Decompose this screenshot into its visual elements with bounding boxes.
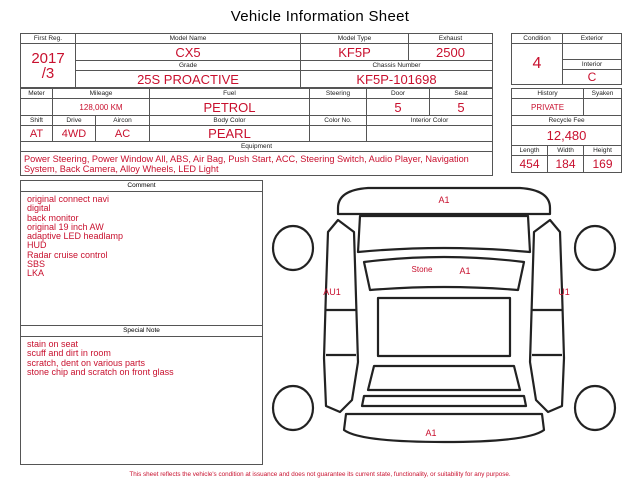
comment-line: adaptive LED headlamp [27,231,124,242]
special-note-lines [21,337,262,377]
mileage-value: 128,000 KM [53,99,150,116]
roof-outline [378,298,510,356]
body-color-label: Body Color [150,116,310,126]
equipment-cell [21,152,493,176]
model-name-value: CX5 [76,44,301,61]
meter-label: Meter [21,89,53,99]
width-value: 184 [548,156,584,173]
drive-value: 4WD [53,126,96,142]
body-color-value: PEARL [150,126,310,142]
interior-value: C [563,70,622,85]
equipment-label: Equipment [21,142,493,152]
mileage-label: Mileage [53,89,150,99]
comment-line: back monitor [27,212,79,223]
car-damage-diagram [268,180,620,472]
wheel-front-left [273,226,313,270]
comment-lines [21,192,262,279]
color-no-value [310,126,367,142]
hood-outline [358,216,530,252]
steering-value [310,99,367,116]
aircon-value: AC [96,126,150,142]
front-damage-mark: A1 [438,195,450,205]
color-no-label: Color No. [310,116,367,126]
interior-color-label: Interior Color [367,116,493,126]
shift-label: Shift [21,116,53,126]
history-table [511,88,622,173]
rear-bumper-outline [344,414,544,442]
special-note-line: stone chip and scratch on front glass [27,366,174,377]
model-type-value: KF5P [301,44,409,61]
disclaimer-footer: This sheet reflects the vehicle's condition at issuance and does not guarantee its current state, functionality, or suitability for any purpose. [129,471,511,478]
door-value: 5 [367,99,430,116]
first-reg-label: First Reg. [21,34,76,44]
comment-line: original 19 inch AW [27,221,104,232]
rear-damage-mark: A1 [425,428,437,438]
model-type-label: Model Type [301,34,409,44]
comment-line: HUD [27,240,47,251]
exterior-label: Exterior [563,34,622,44]
left-side-outline [324,220,358,412]
shift-value: AT [21,126,53,142]
special-note-box [20,325,263,465]
first-reg-value [21,44,76,88]
trunk-outline [362,396,526,406]
registration-table [20,33,493,88]
meter-value [21,99,53,116]
seat-value: 5 [430,99,493,116]
chassis-value: KF5P-101698 [301,71,493,88]
equipment-text: Power Steering, Power Window All, ABS, Air Bag, Push Start, ACC, Steering Switch, Audio Player, Navigation System, Back Camera, Alloy Wheels, LED Light [24,154,469,174]
windshield-damage-mark: A1 [459,266,471,276]
rear-glass-outline [368,366,520,390]
history-value: PRIVATE [512,99,584,116]
recycle-label: Recycle Fee [512,116,622,126]
fuel-label: Fuel [150,89,310,99]
windshield-outline [364,257,524,290]
comment-line: digital [27,203,51,214]
comment-line: SBS [27,259,46,270]
height-label: Height [584,146,622,156]
specs-table [20,88,493,176]
history-label: History [512,89,584,99]
condition-value: 4 [512,44,563,85]
length-value: 454 [512,156,548,173]
model-name-label: Model Name [76,34,301,44]
aircon-label: Aircon [96,116,150,126]
special-note-label: Special Note [21,326,262,337]
exhaust-value: 2500 [409,44,493,61]
drive-label: Drive [53,116,96,126]
first-reg-month: /3 [41,64,55,82]
exhaust-label: Exhaust [409,34,493,44]
seat-label: Seat [430,89,493,99]
special-note-line: scuff and dirt in room [27,348,111,359]
comment-box [20,180,263,326]
special-note-line: scratch, dent on various parts [27,357,146,368]
chassis-label: Chassis Number [301,61,493,71]
grade-value: 25S PROACTIVE [76,71,301,88]
interior-label: Interior [563,60,622,70]
door-label: Door [367,89,430,99]
comment-label: Comment [21,181,262,192]
special-note-line: stain on seat [27,339,79,349]
condition-label: Condition [512,34,563,44]
page-title: Vehicle Information Sheet [230,8,410,25]
stone-mark: Stone [411,265,433,274]
length-label: Length [512,146,548,156]
steering-label: Steering [310,89,367,99]
wheel-rear-right [575,386,615,430]
syaken-value [584,99,622,116]
comment-line: original connect navi [27,194,110,204]
exterior-value [563,44,622,60]
syaken-label: Syaken [584,89,622,99]
left-side-damage-mark: AU1 [323,287,341,297]
right-side-damage-mark: U1 [558,287,570,297]
wheel-rear-left [273,386,313,430]
comment-line: LKA [27,268,45,279]
comment-line: Radar cruise control [27,249,108,260]
condition-table [511,33,622,85]
wheel-front-right [575,226,615,270]
first-reg-year: 2017 [31,49,65,67]
grade-label: Grade [76,61,301,71]
fuel-value: PETROL [150,99,310,116]
interior-color-value [367,126,493,142]
right-side-outline [530,220,564,412]
width-label: Width [548,146,584,156]
recycle-value: 12,480 [512,126,622,146]
height-value: 169 [584,156,622,173]
